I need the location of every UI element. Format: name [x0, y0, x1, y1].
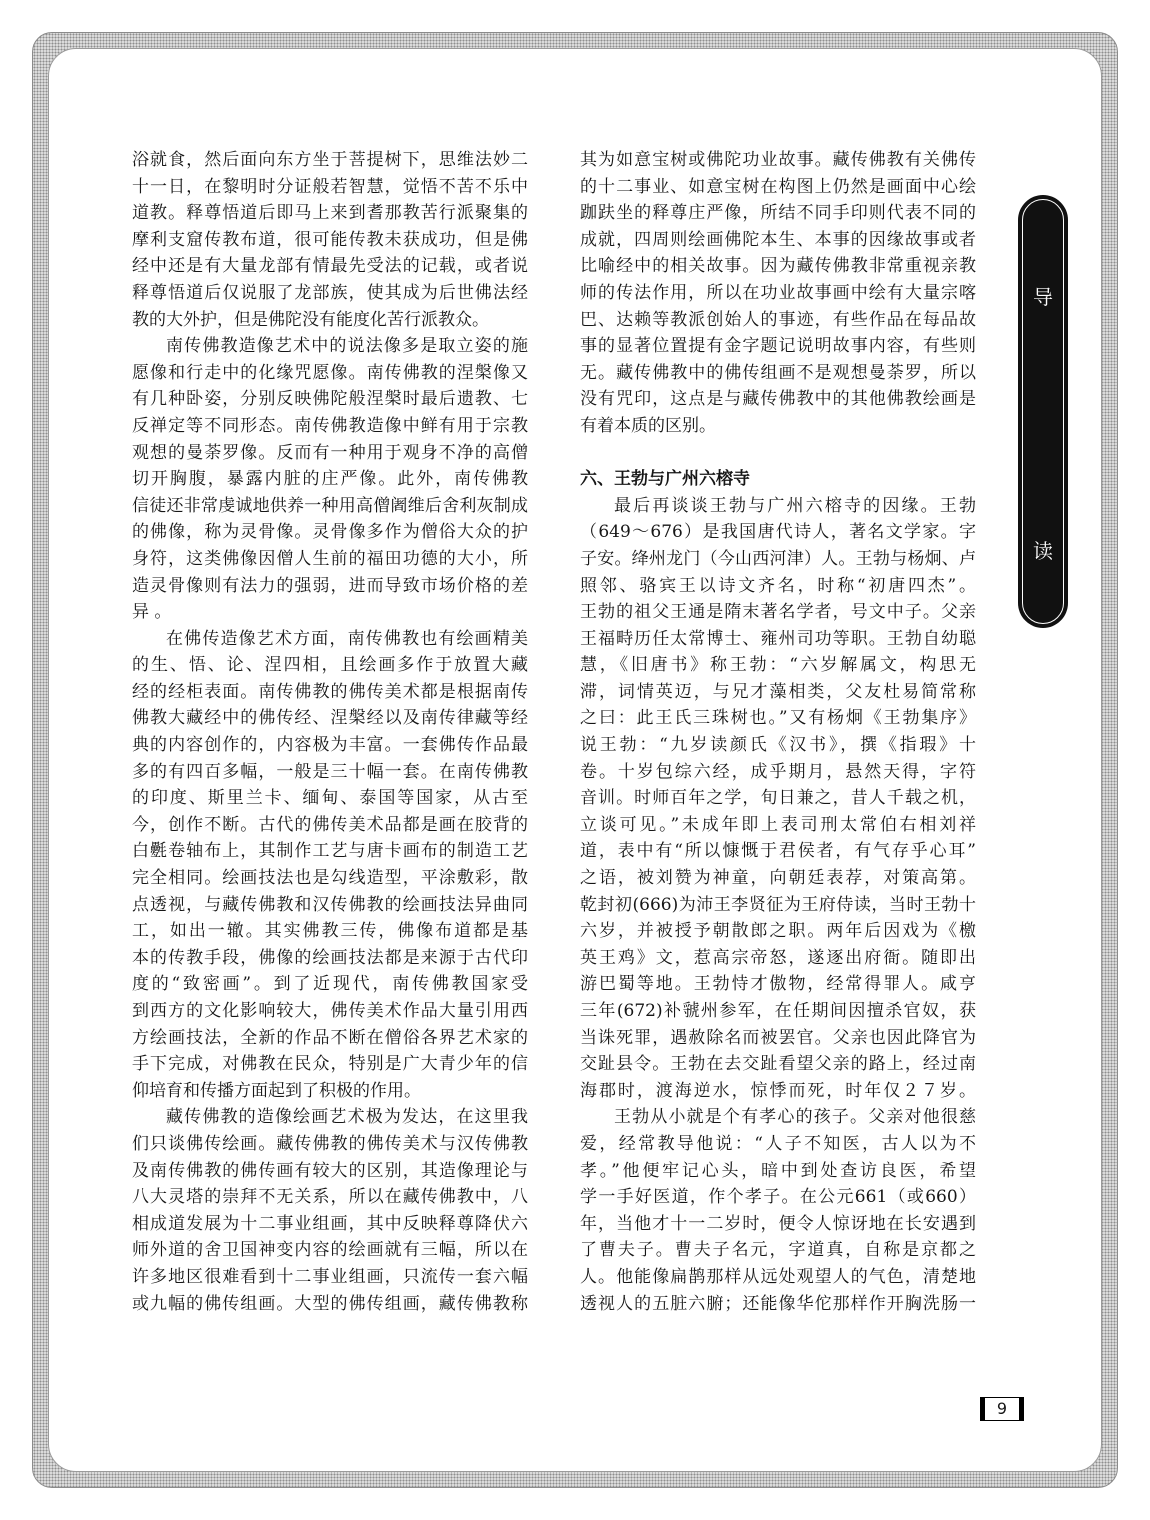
text-line: 学一手好医道，作个孝子。在公元661（或660） — [580, 1187, 976, 1208]
text-line: 或九幅的佛传组画。大型的佛传组画，藏传佛教称 — [132, 1293, 528, 1314]
text-line: 的生、悟、论、涅四相，且绘画多作于放置大藏 — [132, 655, 528, 676]
text-line: 游巴蜀等地。王勃恃才傲物，经常得罪人。咸亨 — [580, 974, 976, 995]
text-line: 巴、达赖等教派创始人的事迹，有些作品在每品故 — [580, 309, 976, 330]
text-line: 跏趺坐的释尊庄严像，所结不同手印则代表不同的 — [580, 203, 976, 224]
text-line: 交趾县令。王勃在去交趾看望父亲的路上，经过南 — [580, 1054, 976, 1075]
text-line: 慧，《旧唐书》称王勃：“六岁解属文，构思无 — [580, 655, 976, 676]
section-tab — [1018, 195, 1068, 628]
text-line: 观想的曼荼罗像。反而有一种用于观身不净的高僧 — [132, 442, 528, 463]
text-line: 透视人的五脏六腑；还能像华佗那样作开胸洗肠一 — [580, 1293, 976, 1314]
text-line: 照邻、骆宾王以诗文齐名，时称“初唐四杰”。 — [580, 575, 976, 596]
text-line: 事的显著位置提有金字题记说明故事内容，有些则 — [580, 336, 976, 357]
text-line: 工，如出一辙。其实佛教三传，佛像布道都是基 — [132, 921, 528, 942]
text-line: 年，当他才十一二岁时，便令人惊讶地在长安遇到 — [580, 1213, 976, 1234]
text-line: 摩利支窟传教布道，很可能传教未获成功，但是佛 — [132, 229, 528, 250]
text-line: 八大灵塔的崇拜不无关系，所以在藏传佛教中，八 — [132, 1187, 528, 1208]
text-line: 师外道的舍卫国神变内容的绘画就有三幅，所以在 — [132, 1240, 528, 1261]
section-tab-label-top: 导 — [1033, 285, 1053, 309]
text-line: 藏传佛教的造像绘画艺术极为发达，在这里我 — [166, 1107, 528, 1128]
text-line: 有几种卧姿，分别反映佛陀般涅槃时最后遗教、七 — [132, 389, 528, 410]
text-line: 佛教大藏经中的佛传经、涅槃经以及南传律藏等经 — [132, 708, 528, 729]
text-line: 乾封初(666)为沛王李贤征为王府侍读，当时王勃十 — [580, 894, 976, 915]
text-line: 有着本质的区别。 — [580, 415, 716, 436]
text-line: 了曹夫子。曹夫子名元，字道真，自称是京都之 — [580, 1240, 976, 1261]
text-line: 经中还是有大量龙部有情最先受法的记载，或者说 — [132, 256, 528, 277]
page-number: 9 — [980, 1397, 1024, 1421]
text-line: 王福畤历任太常博士、雍州司功等职。王勃自幼聪 — [580, 628, 976, 649]
text-line: 许多地区很难看到十二事业组画，只流传一套六幅 — [132, 1266, 528, 1287]
text-line: 手下完成，对佛教在民众，特别是广大青少年的信 — [132, 1054, 528, 1075]
text-line: 六岁，并被授予朝散郎之职。两年后因戏为《檄 — [580, 921, 976, 942]
text-line: 释尊悟道后仅说服了龙部族，使其成为后世佛法经 — [132, 282, 528, 303]
text-line: 信徒还非常虔诚地供养一种用高僧阇维后舍利灰制成 — [132, 495, 528, 516]
text-line: 反禅定等不同形态。南传佛教造像中鲜有用于宗教 — [132, 415, 528, 436]
text-line: 本的传教手段，佛像的绘画技法都是来源于古代印 — [132, 947, 528, 968]
text-line: 人。他能像扁鹊那样从远处观望人的气色，清楚地 — [580, 1266, 976, 1287]
text-line: 卷。十岁包综六经，成乎期月，悬然天得，字符 — [580, 761, 976, 782]
text-line: 典的内容创作的，内容极为丰富。一套佛传作品最 — [132, 735, 528, 756]
text-line: 十一日，在黎明时分证般若智慧，觉悟不苦不乐中 — [132, 176, 528, 197]
text-line: 师的传法作用，所以在功业故事画中绘有大量宗喀 — [580, 282, 976, 303]
text-line: 相成道发展为十二事业组画，其中反映释尊降伏六 — [132, 1213, 528, 1234]
text-line: 们只谈佛传绘画。藏传佛教的佛传美术与汉传佛教 — [132, 1133, 528, 1154]
line-spacer — [580, 440, 976, 467]
text-line: 立谈可见。”未成年即上表司刑太常伯右相刘祥 — [580, 814, 976, 835]
left-text-column — [132, 147, 528, 1317]
text-line: 教的大外护，但是佛陀没有能度化苦行派教众。 — [132, 309, 489, 330]
text-line: 英王鸡》文，惹高宗帝怒，遂逐出府衙。随即出 — [580, 947, 976, 968]
text-line: 其为如意宝树或佛陀功业故事。藏传佛教有关佛传 — [580, 150, 976, 170]
text-line: 完全相同。绘画技法也是勾线造型，平涂敷彩，散 — [132, 868, 528, 889]
text-line: 海郡时，渡海逆水，惊悸而死，时年仅２７岁。 — [580, 1080, 976, 1101]
text-line: 比喻经中的相关故事。因为藏传佛教非常重视亲教 — [580, 256, 976, 277]
text-line: 之曰：此王氏三珠树也。”又有杨炯《王勃集序》 — [580, 708, 976, 729]
text-line: 的佛像，称为灵骨像。灵骨像多作为僧俗大众的护 — [132, 522, 528, 543]
text-line: 爱，经常教导他说：“人子不知医，古人以为不 — [580, 1133, 976, 1154]
text-line: 当诛死罪，遇赦除名而被罢官。父亲也因此降官为 — [580, 1027, 976, 1048]
text-line: 异 。 — [132, 602, 172, 623]
text-line: 度的“致密画”。到了近现代，南传佛教国家受 — [132, 974, 528, 995]
text-line: 子安。绛州龙门（今山西河津）人。王勃与杨炯、卢 — [580, 548, 976, 569]
text-line: 多的有四百多幅，一般是三十幅一套。在南传佛教 — [132, 761, 528, 782]
text-line: 的十二事业、如意宝树在构图上仍然是画面中心绘 — [580, 176, 976, 197]
text-line: 今，创作不断。古代的佛传美术品都是画在胶背的 — [132, 814, 528, 835]
text-line: 三年(672)补虢州参军，在任期间因擅杀官奴，获 — [580, 1001, 976, 1021]
text-line: 道，表中有“所以慷慨于君侯者，有气存乎心耳” — [580, 841, 976, 862]
text-line: 身符，这类佛像因僧人生前的福田功德的大小，所 — [132, 548, 528, 569]
text-line: 经的经柜表面。南传佛教的佛传美术都是根据南传 — [132, 681, 528, 702]
text-line: 王勃的祖父王通是隋末著名学者，号文中子。父亲 — [580, 602, 976, 623]
right-text-column — [580, 147, 976, 1317]
text-line: 王勃从小就是个有孝心的孩子。父亲对他很慈 — [614, 1107, 976, 1128]
text-line: 造灵骨像则有法力的强弱，进而导致市场价格的差 — [132, 575, 528, 596]
text-line: 及南传佛教的佛传画有较大的区别，其造像理论与 — [132, 1160, 528, 1181]
text-line: 孝。”他便牢记心头，暗中到处查访良医，希望 — [580, 1160, 976, 1181]
text-line: 成就，四周则绘画佛陀本生、本事的因缘故事或者 — [580, 229, 976, 250]
text-line: 的印度、斯里兰卡、缅甸、泰国等国家，从古至 — [132, 788, 528, 809]
text-line: 南传佛教造像艺术中的说法像多是取立姿的施 — [166, 336, 528, 357]
text-line: （649～676）是我国唐代诗人，著名文学家。字 — [580, 522, 976, 543]
text-line: 白氎卷轴布上，其制作工艺与唐卡画布的制造工艺 — [132, 841, 528, 862]
section-tab-label-bottom: 读 — [1033, 539, 1053, 563]
text-line: 愿像和行走中的化缘咒愿像。南传佛教的涅槃像又 — [132, 362, 528, 383]
text-line: 到西方的文化影响较大，佛传美术作品大量引用西 — [132, 1001, 528, 1021]
text-line: 没有咒印，这点是与藏传佛教中的其他佛教绘画是 — [580, 389, 976, 410]
text-line: 说王勃：“九岁读颜氏《汉书》，撰《指瑕》十 — [580, 735, 976, 756]
text-line: 方绘画技法，全新的作品不断在僧俗各界艺术家的 — [132, 1027, 528, 1048]
text-line: 在佛传造像艺术方面，南传佛教也有绘画精美 — [166, 628, 528, 649]
section-heading: 六、王勃与广州六榕寺 — [580, 469, 750, 490]
text-line: 无。藏传佛教中的佛传组画不是观想曼荼罗，所以 — [580, 362, 976, 383]
text-line: 滞，词情英迈，与兄才藻相类，父友杜易简常称 — [580, 681, 976, 702]
text-line: 浴就食，然后面向东方坐于菩提树下，思维法妙二 — [132, 150, 528, 170]
text-line: 之语，被刘赞为神童，向朝廷表荐，对策高第。 — [580, 868, 976, 889]
text-line: 仰培育和传播方面起到了积极的作用。 — [132, 1080, 421, 1101]
text-line: 道教。释尊悟道后即马上来到耆那教苦行派聚集的 — [132, 203, 528, 224]
text-line: 最后再谈谈王勃与广州六榕寺的因缘。王勃 — [614, 495, 976, 516]
text-line: 切开胸腹，暴露内脏的庄严像。此外，南传佛教 — [132, 469, 528, 490]
text-line: 音训。时师百年之学，旬日兼之，昔人千载之机， — [580, 788, 976, 809]
text-line: 点透视，与藏传佛教和汉传佛教的绘画技法异曲同 — [132, 894, 528, 915]
